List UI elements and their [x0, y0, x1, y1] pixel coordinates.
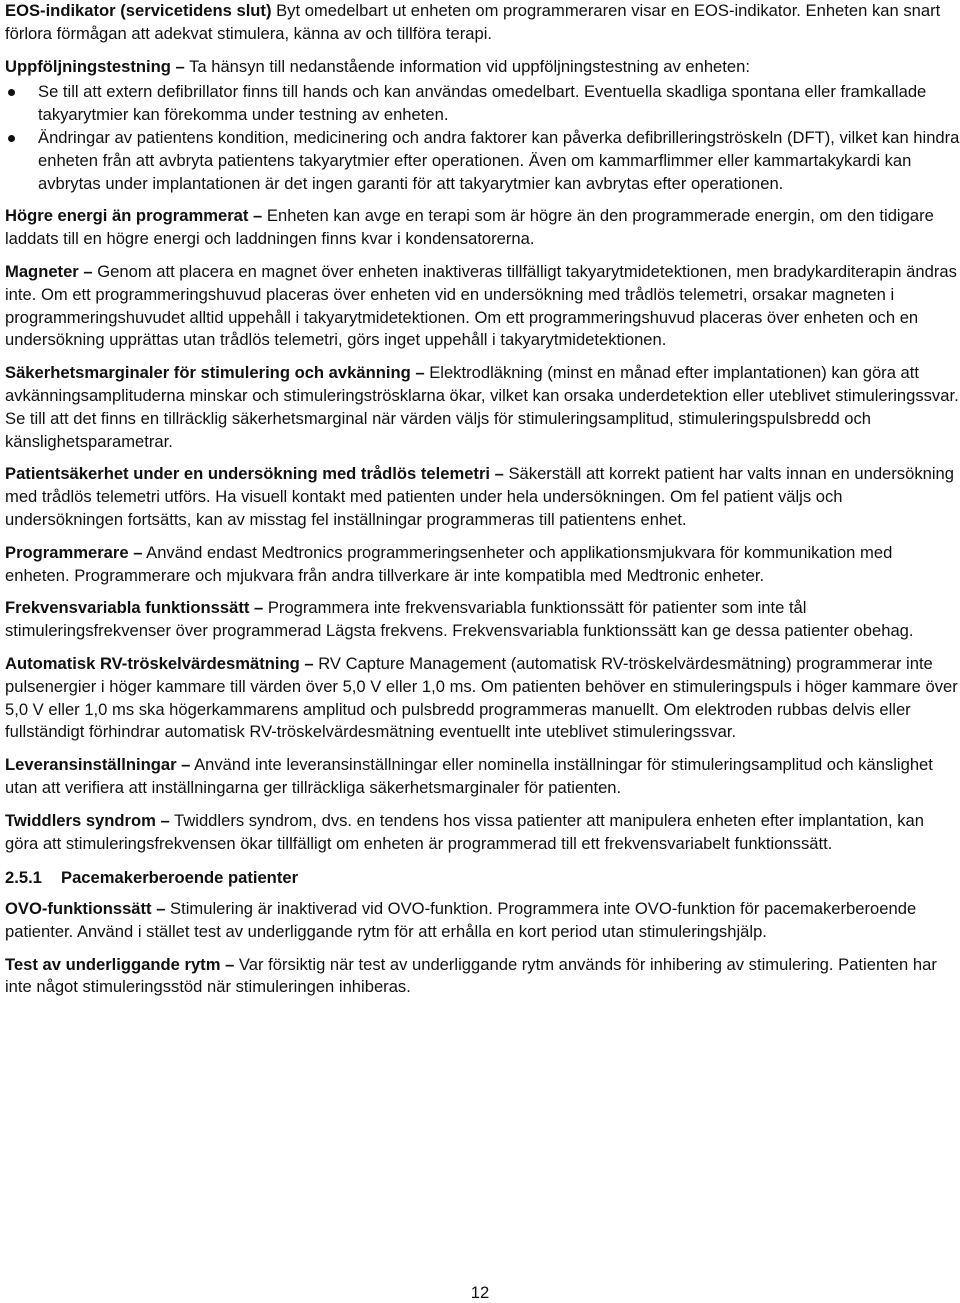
paragraph-text: Byt omedelbart ut enheten om programmeraren visar en EOS-indikator. Enheten kan snart förlora förmågan att adekvat stimulera, känna av och tillföra terapi.: [5, 1, 941, 43]
paragraph-higher-energy: [5, 205, 960, 251]
section-title: Pacemakerberoende patienter: [61, 868, 299, 888]
paragraph-underlying-rhythm: [5, 954, 960, 1000]
paragraph-twiddlers: [5, 810, 960, 856]
paragraph-text: Använd endast Medtronics programmeringsenheter och applikationsmjukvara för kommunikation med enheten. Programmerare och mjukvara från andra tillverkare är inte kompatibla med Medtronic enheter.: [5, 542, 893, 585]
term-label: Leveransinställningar –: [5, 755, 191, 775]
list-item-text: Ändringar av patientens kondition, medicinering och andra faktorer kan påverka defibrilleringströskeln (DFT), vilket kan hindra enheten från att avbryta patientens takyarytmier efter operationen. Även om kammarflimmer eller kammartakykardi kan avbrytas under implantationen är det ingen garanti för att takyarytmier kan avbrytas efter operationen.: [38, 127, 960, 193]
term-label: Twiddlers syndrom –: [5, 810, 170, 830]
section-number: 2.5.1: [5, 868, 42, 888]
paragraph-text: Säkerställ att korrekt patient har valts innan en undersökning med trådlös telemetri utförs. Ha visuell kontakt med patienten under hela undersökningen. Om fel patient väljs och undersökningen fortsätts, kan av misstag fel inställningar programmeras till patientens enhet.: [5, 464, 955, 529]
paragraph-text: Ta hänsyn till nedanstående information vid uppföljningstestning av enheten:: [184, 56, 750, 76]
term-label: Test av underliggande rytm –: [5, 954, 235, 974]
list-item-text: Se till att extern defibrillator finns till hands och kan användas omedelbart. Eventuella skadliga spontana eller framkallade takyarytmier kan förekomma under testning av enheten.: [38, 82, 927, 125]
list-item: [5, 127, 960, 195]
term-label: Patientsäkerhet under en undersökning med trådlös telemetri –: [5, 464, 504, 484]
paragraph-text: RV Capture Management (automatisk RV-tröskelvärdesmätning) programmerar inte pulsenergier i höger kammare till värden över 5,0 V eller 1,0 ms. Om patienten behöver en stimuleringspuls i höger kammare över 5,0 V eller 1,0 ms ska högerkammarens amplitud och pulsbredd programmeras manuellt. Om elektroden rubbas delvis eller fullständigt förhindrar automatisk RV-tröskelvärdesmätning eventuellt inte uteblivet stimuleringssvar.: [5, 653, 958, 742]
paragraph-follow-up-testing: [5, 56, 960, 79]
term-label: Programmerare –: [5, 542, 143, 562]
paragraph-shipping-settings: [5, 754, 960, 800]
paragraph-eos-indicator: [5, 0, 960, 46]
paragraph-text: Elektrodläkning (minst en månad efter implantationen) kan göra att avkänningsamplituderna minskar och stimuleringströsklarna ökar, vilket kan orsaka underdetektion eller uteblivet stimuleringssvar. Se till att det finns en tillräcklig säkerhetsmarginal när värden väljs för stimuleringsamplitud, stimuleringspulsbredd och känslighetsparametrar.: [5, 363, 959, 451]
list-item: [5, 81, 960, 127]
paragraph-magnets: [5, 261, 960, 352]
bullet-list: [5, 81, 960, 195]
paragraph-rv-capture: [5, 653, 960, 744]
term-label: Automatisk RV-tröskelvärdesmätning –: [5, 653, 314, 673]
term-label: Uppföljningstestning –: [5, 56, 185, 76]
paragraph-programmers: [5, 542, 960, 588]
term-label: Högre energi än programmerat –: [5, 206, 263, 226]
bullet-icon: [8, 135, 15, 142]
paragraph-safety-margins: [5, 362, 960, 453]
paragraph-text: Var försiktig när test av underliggande rytm används för inhibering av stimulering. Patienten har inte något stimuleringsstöd när stimuleringen inhiberas.: [5, 954, 937, 997]
paragraph-text: Enheten kan avge en terapi som är högre än den programmerade energin, om den tidigare laddats till en högre energi och laddningen finns kvar i kondensatorerna.: [5, 206, 934, 249]
term-label: EOS-indikator (servicetidens slut): [5, 1, 272, 20]
document-page: [5, 0, 960, 1009]
paragraph-ovo-mode: [5, 898, 960, 944]
paragraph-text: Twiddlers syndrom, dvs. en tendens hos vissa patienter att manipulera enheten efter implantation, kan göra att stimuleringsfrekvensen ökar tillfälligt om enheten är programmerad till ett frekvensvariabelt funktionssätt.: [5, 810, 924, 853]
section-heading: [5, 867, 960, 890]
paragraph-patient-safety: [5, 463, 960, 531]
term-label: Frekvensvariabla funktionssätt –: [5, 598, 264, 618]
paragraph-text: Stimulering är inaktiverad vid OVO-funktion. Programmera inte OVO-funktion för pacemakerberoende patienter. Använd i stället test av underliggande rytm för att erhålla en kort period utan stimuleringshjälp.: [5, 899, 917, 941]
page-number: 12: [470, 1283, 490, 1302]
term-label: Magneter –: [5, 261, 93, 281]
term-label: OVO-funktionssätt –: [5, 899, 166, 919]
paragraph-text: Programmera inte frekvensvariabla funktionssätt för patienter som inte tål stimuleringsfrekvenser över programmerad Lägsta frekvens. Frekvensvariabla funktionssätt kan ge dessa patienter obehag.: [5, 598, 914, 641]
paragraph-text: Använd inte leveransinställningar eller nominella inställningar för stimuleringsamplitud och känslighet utan att verifiera att inställningarna ger tillräckliga säkerhetsmarginaler för patienten.: [5, 755, 933, 797]
term-label: Säkerhetsmarginaler för stimulering och avkänning –: [5, 363, 425, 383]
paragraph-rate-responsive: [5, 597, 960, 643]
bullet-icon: [8, 89, 15, 96]
paragraph-text: Genom att placera en magnet över enheten inaktiveras tillfälligt takyarytmidetektionen, men bradykarditerapin ändras inte. Om ett programmeringshuvud placeras över enheten vid en undersökning med trådlös telemetri, orsakar magneten i programmeringshuvudet alltid uppehåll i takyarytmidetektionen. Om ett programmeringshuvud placeras över enheten och en undersökning upprättas utan trådlös telemetri, görs inget uppehåll i takyarytmidetektionen.: [5, 261, 957, 350]
